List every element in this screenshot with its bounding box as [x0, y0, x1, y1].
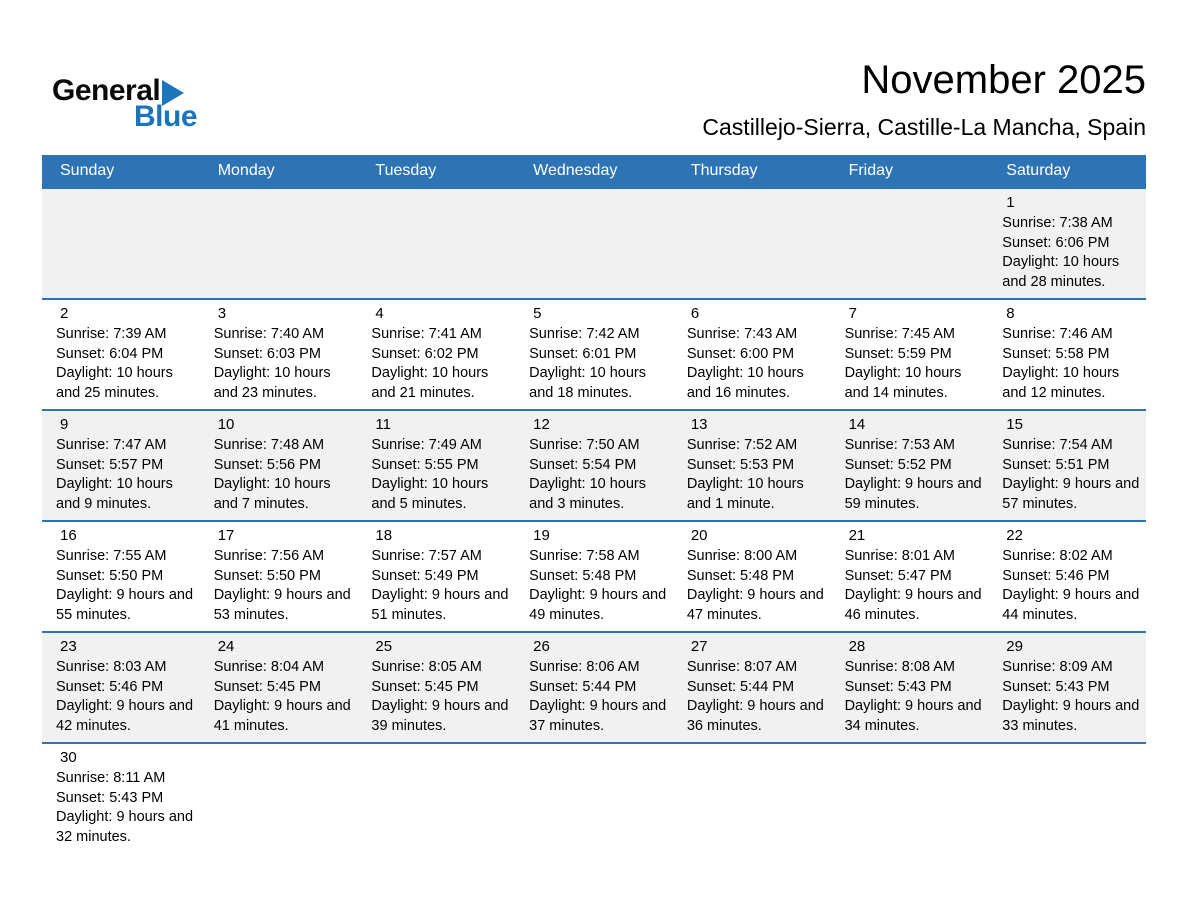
sunrise-text: Sunrise: 8:07 AM	[686, 659, 798, 675]
sunset-text: Sunset: 6:03 PM	[213, 345, 321, 362]
day-number: 25	[375, 638, 393, 655]
empty-day-cell	[200, 744, 358, 853]
day-cell	[515, 633, 673, 742]
sunrise-text: Sunrise: 8:06 AM	[529, 659, 640, 675]
day-cell	[200, 411, 358, 520]
sunset-text: Sunset: 5:57 PM	[56, 456, 164, 473]
sunset-text: Sunset: 5:48 PM	[529, 567, 637, 584]
day-number: 20	[690, 527, 708, 544]
sunrise-text: Sunrise: 7:53 AM	[844, 437, 955, 453]
weekday-header-row	[42, 155, 1146, 187]
day-number: 30	[60, 749, 77, 766]
daylight-text: Daylight: 10 hours and 28 minutes.	[1002, 254, 1120, 290]
day-number: 8	[1006, 305, 1015, 322]
empty-day-cell	[515, 189, 673, 298]
sunset-text: Sunset: 5:51 PM	[1002, 456, 1110, 473]
month-title: November 2025	[861, 58, 1146, 102]
sunset-text: Sunset: 5:45 PM	[213, 678, 321, 695]
logo-text-blue: Blue	[134, 100, 198, 133]
week-row	[42, 520, 1146, 631]
empty-day-cell	[200, 189, 358, 298]
day-cell	[673, 522, 831, 631]
daylight-text: Daylight: 10 hours and 7 minutes.	[213, 476, 331, 512]
sunset-text: Sunset: 5:49 PM	[371, 567, 479, 584]
day-number: 14	[848, 416, 866, 433]
day-number: 5	[533, 305, 542, 322]
sunset-text: Sunset: 5:45 PM	[371, 678, 479, 695]
sunrise-text: Sunrise: 8:03 AM	[56, 659, 167, 675]
weekday-saturday: Saturday	[1006, 162, 1071, 179]
day-cell	[673, 411, 831, 520]
day-number: 9	[60, 416, 69, 433]
sunrise-text: Sunrise: 7:38 AM	[1002, 215, 1113, 231]
day-cell	[515, 300, 673, 409]
day-number: 29	[1006, 638, 1023, 655]
sunrise-text: Sunrise: 7:45 AM	[844, 326, 955, 342]
daylight-text: Daylight: 9 hours and 42 minutes.	[56, 698, 194, 734]
sunrise-text: Sunrise: 8:09 AM	[1002, 659, 1113, 675]
sunset-text: Sunset: 5:59 PM	[844, 345, 952, 362]
sunrise-text: Sunrise: 8:04 AM	[213, 659, 325, 675]
daylight-text: Daylight: 10 hours and 18 minutes.	[529, 365, 647, 401]
daylight-text: Daylight: 9 hours and 46 minutes.	[844, 587, 982, 623]
day-number: 13	[690, 416, 708, 433]
day-number: 4	[375, 305, 384, 322]
daylight-text: Daylight: 10 hours and 12 minutes.	[1002, 365, 1120, 401]
sunset-text: Sunset: 6:04 PM	[56, 345, 164, 362]
location-subtitle: Castillejo-Sierra, Castille-La Mancha, Spain	[702, 114, 1146, 140]
sunrise-text: Sunrise: 7:56 AM	[213, 548, 325, 564]
daylight-text: Daylight: 9 hours and 36 minutes.	[686, 698, 824, 734]
sunset-text: Sunset: 6:00 PM	[686, 345, 795, 362]
empty-day-cell	[357, 189, 515, 298]
empty-day-cell	[42, 189, 200, 298]
day-cell	[831, 300, 989, 409]
day-cell	[831, 522, 989, 631]
day-cell	[831, 411, 989, 520]
day-number: 24	[217, 638, 235, 655]
daylight-text: Daylight: 9 hours and 59 minutes.	[844, 476, 982, 512]
daylight-text: Daylight: 9 hours and 37 minutes.	[529, 698, 667, 734]
daylight-text: Daylight: 9 hours and 39 minutes.	[371, 698, 509, 734]
day-cell	[200, 522, 358, 631]
day-cell	[673, 300, 831, 409]
sunrise-text: Sunrise: 7:42 AM	[529, 326, 640, 342]
weekday-tuesday: Tuesday	[375, 162, 437, 179]
sunrise-text: Sunrise: 8:08 AM	[844, 659, 955, 675]
sunrise-text: Sunrise: 7:55 AM	[56, 548, 167, 564]
day-cell	[42, 411, 200, 520]
daylight-text: Daylight: 10 hours and 3 minutes.	[529, 476, 647, 512]
daylight-text: Daylight: 10 hours and 25 minutes.	[56, 365, 173, 401]
day-cell	[515, 522, 673, 631]
empty-day-cell	[357, 744, 515, 853]
day-cell	[988, 633, 1146, 742]
day-number: 11	[375, 416, 391, 433]
empty-day-cell	[673, 744, 831, 853]
day-cell	[515, 411, 673, 520]
empty-day-cell	[831, 744, 989, 853]
daylight-text: Daylight: 10 hours and 9 minutes.	[56, 476, 173, 512]
sunset-text: Sunset: 5:58 PM	[1002, 345, 1110, 362]
day-number: 16	[60, 527, 77, 544]
day-cell	[42, 744, 200, 853]
sunset-text: Sunset: 5:43 PM	[1002, 678, 1110, 695]
logo-text-general: General	[52, 74, 161, 107]
daylight-text: Daylight: 9 hours and 57 minutes.	[1002, 476, 1140, 512]
sunset-text: Sunset: 5:56 PM	[213, 456, 321, 473]
day-number: 26	[533, 638, 550, 655]
day-number: 21	[848, 527, 866, 544]
sunset-text: Sunset: 5:44 PM	[686, 678, 795, 695]
daylight-text: Daylight: 9 hours and 33 minutes.	[1002, 698, 1140, 734]
sunset-text: Sunset: 5:52 PM	[844, 456, 952, 473]
day-number: 27	[690, 638, 708, 655]
day-number: 19	[533, 527, 550, 544]
day-cell	[357, 300, 515, 409]
sunset-text: Sunset: 5:46 PM	[1002, 567, 1110, 584]
empty-day-cell	[515, 744, 673, 853]
weekday-monday: Monday	[217, 162, 275, 179]
sunset-text: Sunset: 6:01 PM	[529, 345, 637, 362]
daylight-text: Daylight: 10 hours and 23 minutes.	[213, 365, 331, 401]
day-number: 28	[848, 638, 866, 655]
week-row	[42, 631, 1146, 742]
daylight-text: Daylight: 9 hours and 32 minutes.	[56, 809, 194, 845]
week-row	[42, 409, 1146, 520]
sunrise-text: Sunrise: 7:43 AM	[686, 326, 798, 342]
day-number: 2	[60, 305, 69, 322]
day-cell	[42, 300, 200, 409]
daylight-text: Daylight: 9 hours and 47 minutes.	[686, 587, 824, 623]
sunset-text: Sunset: 6:06 PM	[1002, 234, 1110, 251]
weekday-thursday: Thursday	[690, 162, 758, 179]
day-number: 15	[1006, 416, 1023, 433]
daylight-text: Daylight: 9 hours and 34 minutes.	[844, 698, 982, 734]
day-number: 10	[217, 416, 235, 433]
day-cell	[357, 633, 515, 742]
sunrise-text: Sunrise: 7:58 AM	[529, 548, 640, 564]
weekday-wednesday: Wednesday	[533, 162, 618, 179]
sunrise-text: Sunrise: 8:02 AM	[1002, 548, 1113, 564]
sunrise-text: Sunrise: 7:54 AM	[1002, 437, 1113, 453]
sunset-text: Sunset: 5:54 PM	[529, 456, 637, 473]
empty-day-cell	[673, 189, 831, 298]
sunrise-text: Sunrise: 7:41 AM	[371, 326, 482, 342]
empty-day-cell	[988, 744, 1146, 853]
day-number: 18	[375, 527, 393, 544]
daylight-text: Daylight: 9 hours and 44 minutes.	[1002, 587, 1140, 623]
sunset-text: Sunset: 5:43 PM	[844, 678, 952, 695]
day-cell	[200, 300, 358, 409]
calendar	[42, 155, 1146, 853]
sunset-text: Sunset: 5:46 PM	[56, 678, 164, 695]
day-cell	[357, 411, 515, 520]
daylight-text: Daylight: 10 hours and 5 minutes.	[371, 476, 489, 512]
daylight-text: Daylight: 9 hours and 49 minutes.	[529, 587, 667, 623]
sunset-text: Sunset: 5:47 PM	[844, 567, 952, 584]
day-number: 22	[1006, 527, 1023, 544]
sunset-text: Sunset: 6:02 PM	[371, 345, 479, 362]
sunset-text: Sunset: 5:43 PM	[56, 789, 164, 806]
day-cell	[988, 522, 1146, 631]
sunrise-text: Sunrise: 7:46 AM	[1002, 326, 1113, 342]
day-number: 7	[848, 305, 857, 322]
day-number: 6	[690, 305, 700, 322]
day-number: 3	[217, 305, 227, 322]
week-row	[42, 187, 1146, 298]
day-cell	[831, 633, 989, 742]
daylight-text: Daylight: 9 hours and 51 minutes.	[371, 587, 509, 623]
daylight-text: Daylight: 9 hours and 53 minutes.	[213, 587, 351, 623]
sunrise-text: Sunrise: 8:11 AM	[56, 770, 166, 786]
sunrise-text: Sunrise: 7:39 AM	[56, 326, 167, 342]
day-cell	[988, 189, 1146, 298]
sunset-text: Sunset: 5:48 PM	[686, 567, 795, 584]
week-row	[42, 742, 1146, 853]
day-cell	[357, 522, 515, 631]
page-header	[0, 0, 1188, 141]
general-blue-logo	[52, 74, 197, 134]
sunset-text: Sunset: 5:53 PM	[686, 456, 795, 473]
daylight-text: Daylight: 9 hours and 41 minutes.	[213, 698, 351, 734]
day-number: 23	[60, 638, 77, 655]
day-cell	[673, 633, 831, 742]
weekday-sunday: Sunday	[60, 162, 115, 179]
sunrise-text: Sunrise: 7:47 AM	[56, 437, 167, 453]
sunrise-text: Sunrise: 7:48 AM	[213, 437, 325, 453]
sunrise-text: Sunrise: 7:40 AM	[213, 326, 325, 342]
day-cell	[42, 522, 200, 631]
sunset-text: Sunset: 5:50 PM	[56, 567, 164, 584]
sunrise-text: Sunrise: 7:49 AM	[371, 437, 482, 453]
day-cell	[988, 300, 1146, 409]
daylight-text: Daylight: 10 hours and 1 minute.	[686, 476, 804, 512]
sunrise-text: Sunrise: 7:52 AM	[686, 437, 798, 453]
week-row	[42, 298, 1146, 409]
sunset-text: Sunset: 5:55 PM	[371, 456, 479, 473]
daylight-text: Daylight: 10 hours and 16 minutes.	[686, 365, 804, 401]
day-number: 1	[1006, 194, 1015, 211]
sunrise-text: Sunrise: 8:05 AM	[371, 659, 482, 675]
day-cell	[200, 633, 358, 742]
titles	[702, 58, 1146, 141]
sunrise-text: Sunrise: 7:57 AM	[371, 548, 482, 564]
daylight-text: Daylight: 10 hours and 21 minutes.	[371, 365, 489, 401]
daylight-text: Daylight: 10 hours and 14 minutes.	[844, 365, 962, 401]
weekday-friday: Friday	[848, 162, 894, 179]
daylight-text: Daylight: 9 hours and 55 minutes.	[56, 587, 194, 623]
day-number: 12	[533, 416, 550, 433]
day-cell	[42, 633, 200, 742]
sunset-text: Sunset: 5:50 PM	[213, 567, 321, 584]
sunrise-text: Sunrise: 8:01 AM	[844, 548, 955, 564]
empty-day-cell	[831, 189, 989, 298]
sunrise-text: Sunrise: 8:00 AM	[686, 548, 798, 564]
day-cell	[988, 411, 1146, 520]
day-number: 17	[217, 527, 235, 544]
sunset-text: Sunset: 5:44 PM	[529, 678, 637, 695]
sunrise-text: Sunrise: 7:50 AM	[529, 437, 640, 453]
